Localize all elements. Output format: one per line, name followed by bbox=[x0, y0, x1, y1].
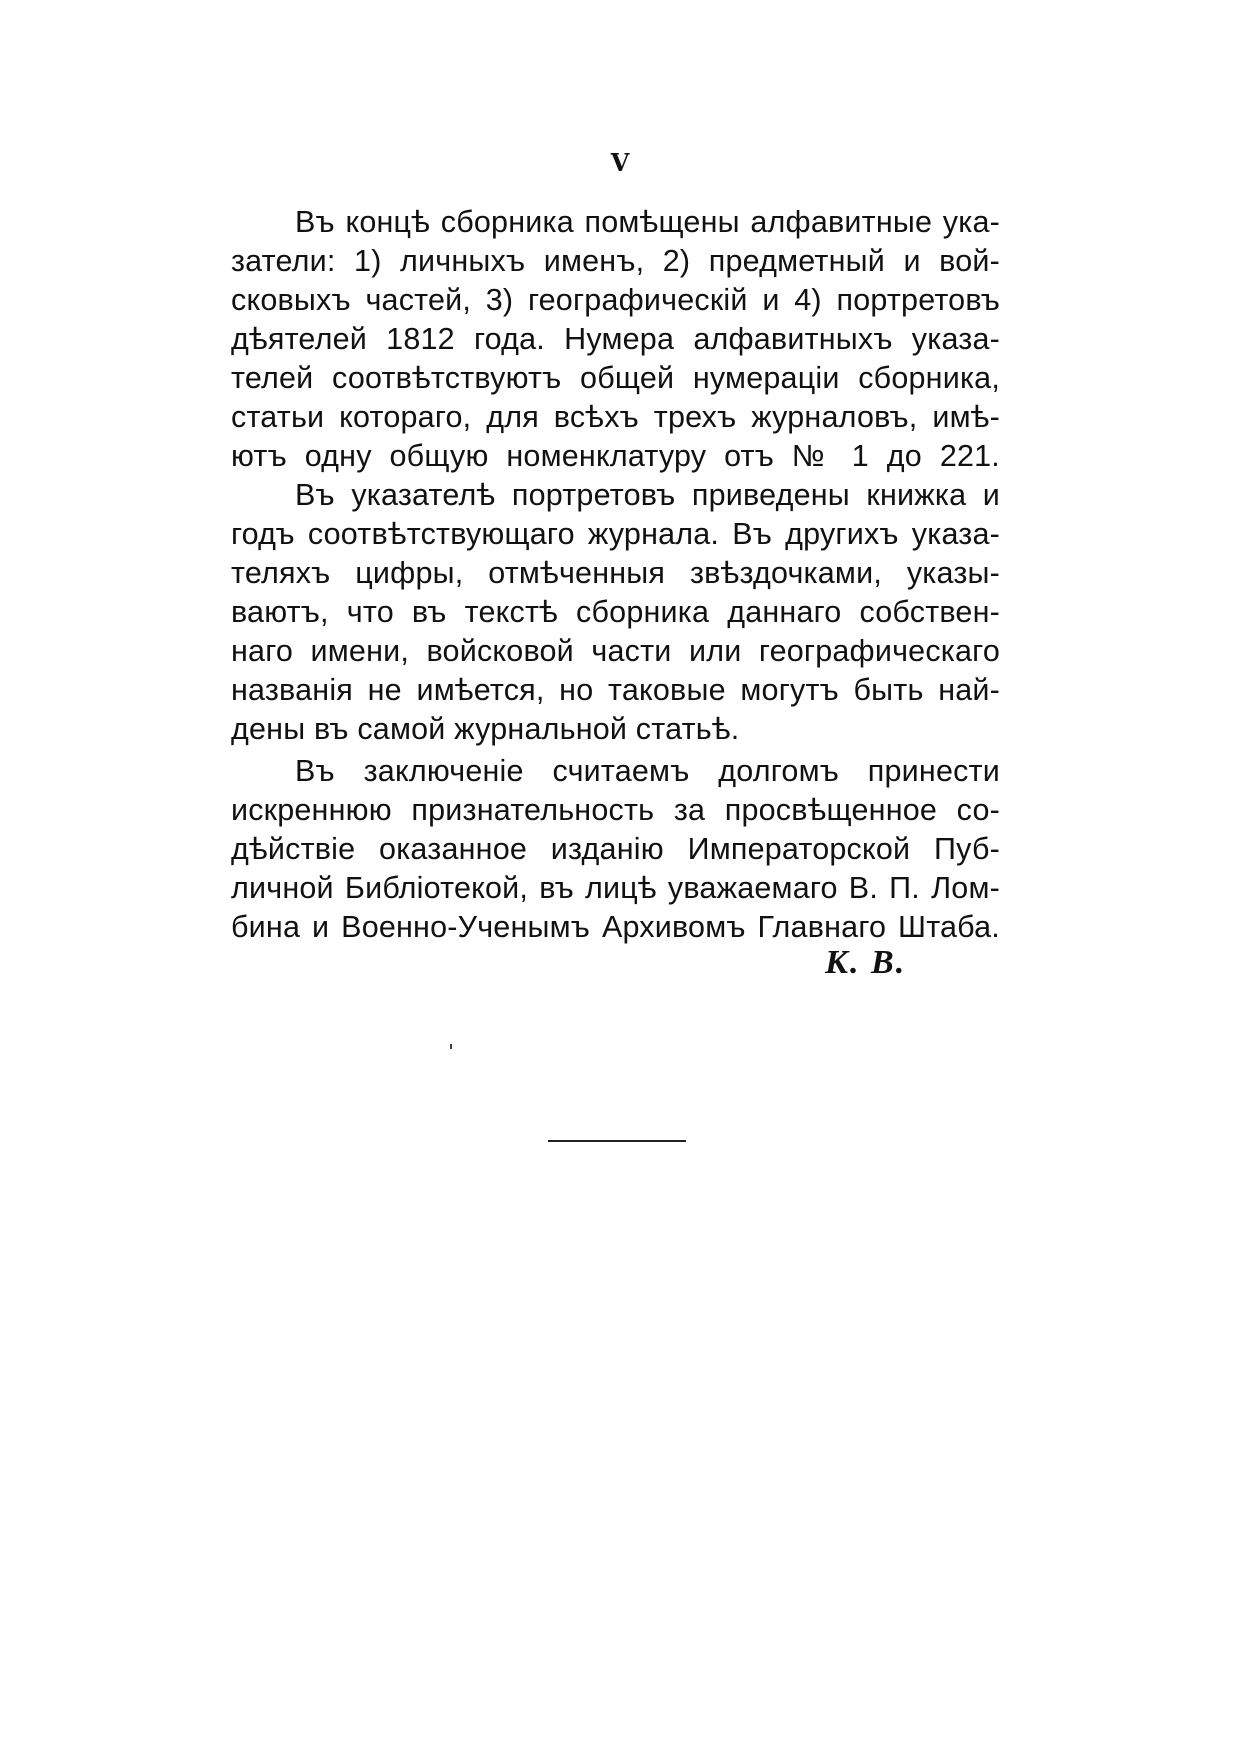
ink-speck bbox=[450, 1044, 452, 1049]
text-line: бина и Военно-Ученымъ Архивомъ Главнаго Штаба. bbox=[231, 910, 1000, 944]
signature: К. В. bbox=[825, 944, 907, 981]
text-line: статьи котораго, для всѣхъ трехъ журналовъ, имѣ- bbox=[231, 400, 1000, 434]
text-line: ваютъ, что въ текстѣ сборника даннаго собствен- bbox=[231, 595, 1000, 629]
text-line: личной Библіотекой, въ лицѣ уважаемаго В. П. Лом- bbox=[231, 871, 1000, 905]
text-line: дены въ самой журнальной статьѣ. bbox=[231, 712, 740, 746]
text-line: годъ соотвѣтствующаго журнала. Въ другихъ указа- bbox=[231, 517, 1000, 551]
paragraph-2 bbox=[231, 476, 1000, 749]
text-line: дѣйствіе оказанное изданію Императорской Пуб- bbox=[231, 832, 1000, 866]
text-line: искреннюю признательность за просвѣщенное со- bbox=[231, 793, 1000, 827]
paragraph-3 bbox=[231, 752, 1000, 947]
text-line: названія не имѣется, но таковые могутъ быть най- bbox=[231, 673, 1000, 707]
text-line: телей соотвѣтствуютъ общей нумераціи сборника, bbox=[231, 361, 1000, 395]
text-line: Въ заключеніе считаемъ долгомъ принести bbox=[295, 754, 1000, 788]
text-line: дѣятелей 1812 года. Нумера алфавитныхъ указа- bbox=[231, 322, 1000, 356]
text-line: наго имени, войсковой части или географическаго bbox=[231, 634, 1000, 668]
text-line: Въ концѣ сборника помѣщены алфавитные ука- bbox=[295, 205, 1000, 239]
end-rule bbox=[548, 1140, 686, 1142]
text-line: ютъ одну общую номенклатуру отъ № 1 до 221. bbox=[231, 439, 1000, 473]
text-line: Въ указателѣ портретовъ приведены книжка и bbox=[295, 478, 1000, 512]
page-number: V bbox=[610, 148, 631, 177]
text-line: сковыхъ частей, 3) географическій и 4) портретовъ bbox=[231, 283, 1000, 317]
text-line: затели: 1) личныхъ именъ, 2) предметный и вой- bbox=[231, 244, 1000, 278]
paragraph-1 bbox=[231, 203, 1000, 476]
text-line: теляхъ цифры, отмѣченныя звѣздочками, указы- bbox=[231, 556, 1000, 590]
